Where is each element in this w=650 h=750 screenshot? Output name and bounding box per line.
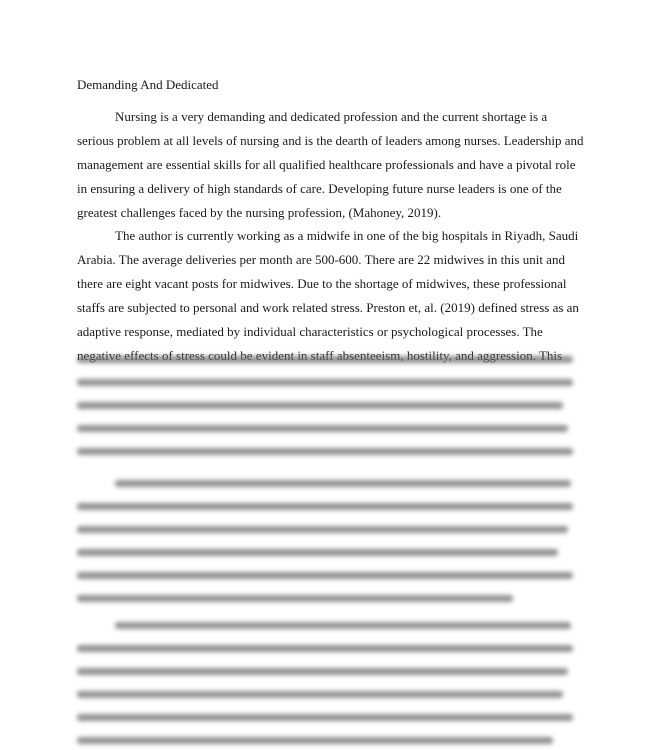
document-title: Demanding And Dedicated — [77, 77, 219, 92]
blurred-text-line — [77, 356, 573, 363]
blurred-text-line — [77, 668, 568, 675]
paragraph-line: staffs are subjected to personal and work related stress. Preston et, al. (2019) defined stress as an — [77, 300, 579, 315]
blurred-text-line — [77, 595, 513, 602]
blurred-paragraph — [77, 480, 573, 618]
blurred-text-line — [77, 425, 568, 432]
blurred-text-line — [77, 549, 558, 556]
paragraph-line: there are eight vacant posts for midwives. Due to the shortage of midwives, these professional — [77, 276, 567, 291]
blurred-preview-region — [0, 350, 650, 750]
paragraph-line: Nursing is a very demanding and dedicated profession and the current shortage is a — [115, 109, 548, 124]
paragraph-1 — [77, 108, 584, 228]
blurred-paragraph — [77, 356, 573, 471]
blurred-text-line — [77, 572, 573, 579]
blurred-text-line — [77, 448, 573, 455]
paragraph-line: serious problem at all levels of nursing and is the dearth of leaders among nurses. Leadership and — [77, 133, 584, 148]
paragraph-line: management are essential skills for all qualified healthcare professionals and have a pivotal role — [77, 157, 576, 172]
blurred-text-line — [77, 737, 553, 744]
paragraph-line: in ensuring a delivery of high standards of care. Developing future nurse leaders is one of the — [77, 181, 562, 196]
blurred-text-line — [77, 526, 568, 533]
paragraph-line: Arabia. The average deliveries per month are 500-600. There are 22 midwives in this unit and — [77, 252, 565, 267]
blurred-text-line — [77, 714, 573, 721]
paragraph-line: adaptive response, mediated by individual characteristics or psychological processes. The — [77, 324, 543, 339]
paragraph-line: greatest challenges faced by the nursing profession, (Mahoney, 2019). — [77, 205, 442, 220]
blurred-text-line — [77, 503, 573, 510]
blurred-text-line — [77, 379, 573, 386]
blurred-text-line — [77, 645, 573, 652]
paragraph-line: The author is currently working as a midwife in one of the big hospitals in Riyadh, Saudi — [115, 228, 579, 243]
blurred-text-line — [77, 402, 563, 409]
blurred-paragraph — [77, 622, 573, 750]
blurred-text-line — [77, 691, 563, 698]
blurred-text-line — [115, 480, 571, 487]
blurred-text-line — [115, 622, 571, 629]
